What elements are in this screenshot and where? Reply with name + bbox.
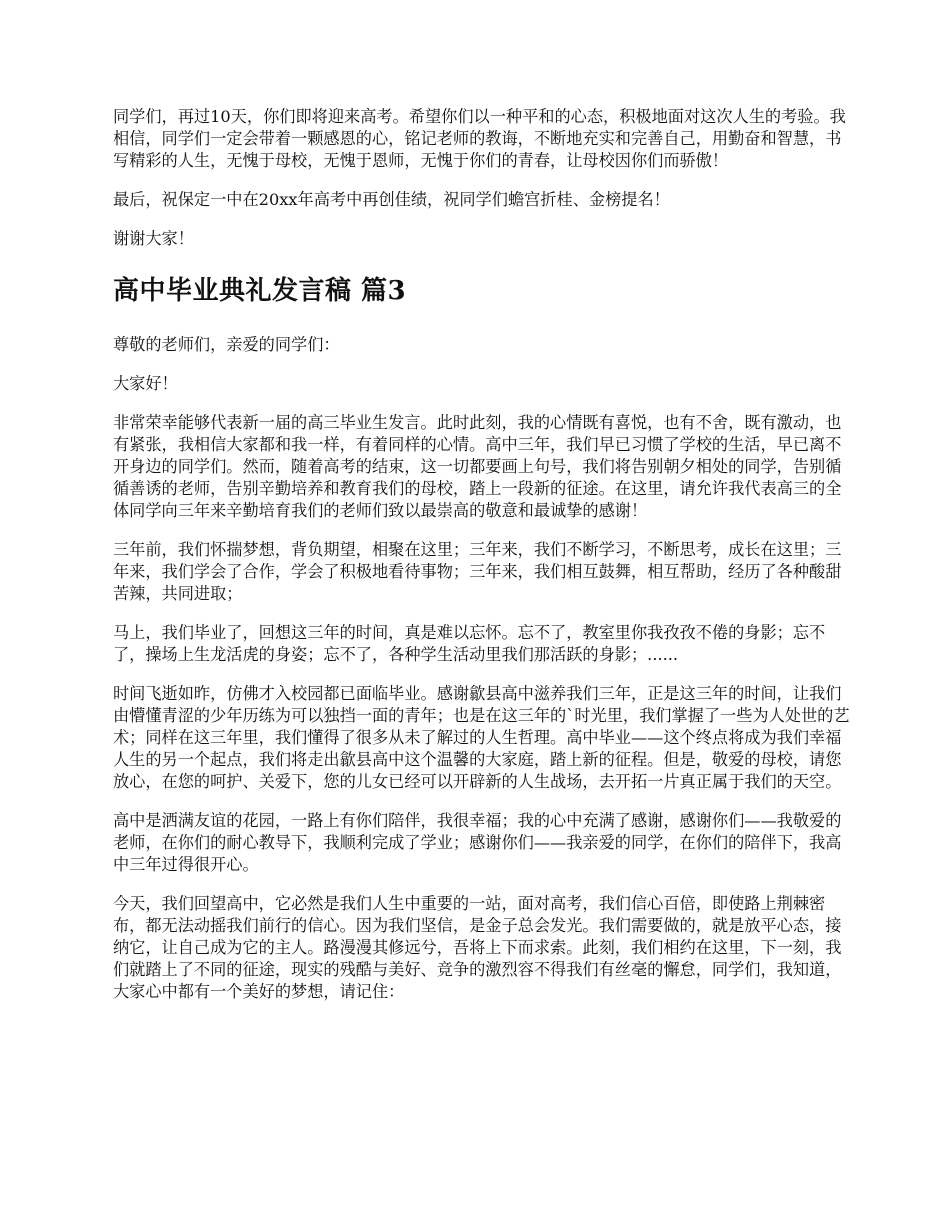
paragraph-body: 高中是洒满友谊的花园，一路上有你们陪伴，我很幸福；我的心中充满了感谢，感谢你们——我敬爱的老师，在你们的耐心教导下，我顺利完成了学业；感谢你们——我亲爱的同学，在你们的陪伴下，我高中三年过得很开心。 (113, 811, 842, 874)
paragraph-body: 马上，我们毕业了，回想这三年的时间，真是难以忘怀。忘不了，教室里你我孜孜不倦的身影；忘不了，操场上生龙活虎的身姿；忘不了，各种学生活动里我们那活跃的身影；...... (113, 623, 826, 664)
paragraph-salutation: 尊敬的老师们，亲爱的同学们： (113, 335, 340, 354)
paragraph-body: 时间飞逝如昨，仿佛才入校园都已面临毕业。感谢歙县高中滋养我们三年，正是这三年的时间，让我们由懵懂青涩的少年历练为可以独挡一面的青年；也是在这三年的`时光里，我们掌握了一些为人处世的艺术；同样在这三年里，我们懂得了很多从未了解过的人生哲理。高中毕业——这个终点将成为我们幸福人生的另一个起点，我们将走出歙县高中这个温馨的大家庭，踏上新的征程。但是，敬爱的母校，请您放心，在您的呵护、关爱下，您的儿女已经可以开辟新的人生战场，去开拓一片真正属于我们的天空。 (113, 684, 850, 791)
paragraph-final-blessing: 最后，祝保定一中在20xx年高考中再创佳绩，祝同学们蟾宫折桂、金榜提名！ (113, 190, 670, 209)
paragraph-thanks: 谢谢大家！ (113, 229, 194, 248)
paragraph-greeting: 大家好！ (113, 374, 178, 393)
paragraph-body: 非常荣幸能够代表新一届的高三毕业生发言。此时此刻，我的心情既有喜悦，也有不舍，既有激动，也有紧张，我相信大家都和我一样，有着同样的心情。高中三年，我们早已习惯了学校的生活，早已离不开身边的同学们。然而，随着高考的结束，这一切都要画上句号，我们将告别朝夕相处的同学，告别循循善诱的老师，告别辛勤培养和教育我们的母校，踏上一段新的征途。在这里，请允许我代表高三的全体同学向三年来辛勤培育我们的老师们致以最崇高的敬意和最诚挚的感谢！ (113, 413, 842, 520)
paragraph-closing-wishes: 同学们，再过10天，你们即将迎来高考。希望你们以一种平和的心态，积极地面对这次人生的考验。我相信，同学们一定会带着一颗感恩的心，铭记老师的教诲，不断地充实和完善自己，用勤奋和智慧，书写精彩的人生，无愧于母校，无愧于恩师，无愧于你们的青春，让母校因你们而骄傲！ (113, 107, 846, 170)
paragraph-body: 三年前，我们怀揣梦想，背负期望，相聚在这里；三年来，我们不断学习，不断思考，成长在这里；三年来，我们学会了合作，学会了积极地看待事物；三年来，我们相互鼓舞，相互帮助，经历了各种酸甜苦辣，共同进取； (113, 540, 842, 603)
paragraph-body: 今天，我们回望高中，它必然是我们人生中重要的一站，面对高考，我们信心百倍，即使路上荆棘密布，都无法动摇我们前行的信心。因为我们坚信，是金子总会发光。我们需要做的，就是放平心态，接纳它，让自己成为它的主人。路漫漫其修远兮，吾将上下而求索。此刻，我们相约在这里，下一刻，我们就踏上了不同的征途，现实的残酷与美好、竞争的激烈容不得我们有丝毫的懈怠，同学们，我知道，大家心中都有一个美好的梦想，请记住： (113, 894, 842, 1001)
section-heading: 高中毕业典礼发言稿 篇3 (113, 276, 407, 306)
document-page (113, 106, 855, 1020)
